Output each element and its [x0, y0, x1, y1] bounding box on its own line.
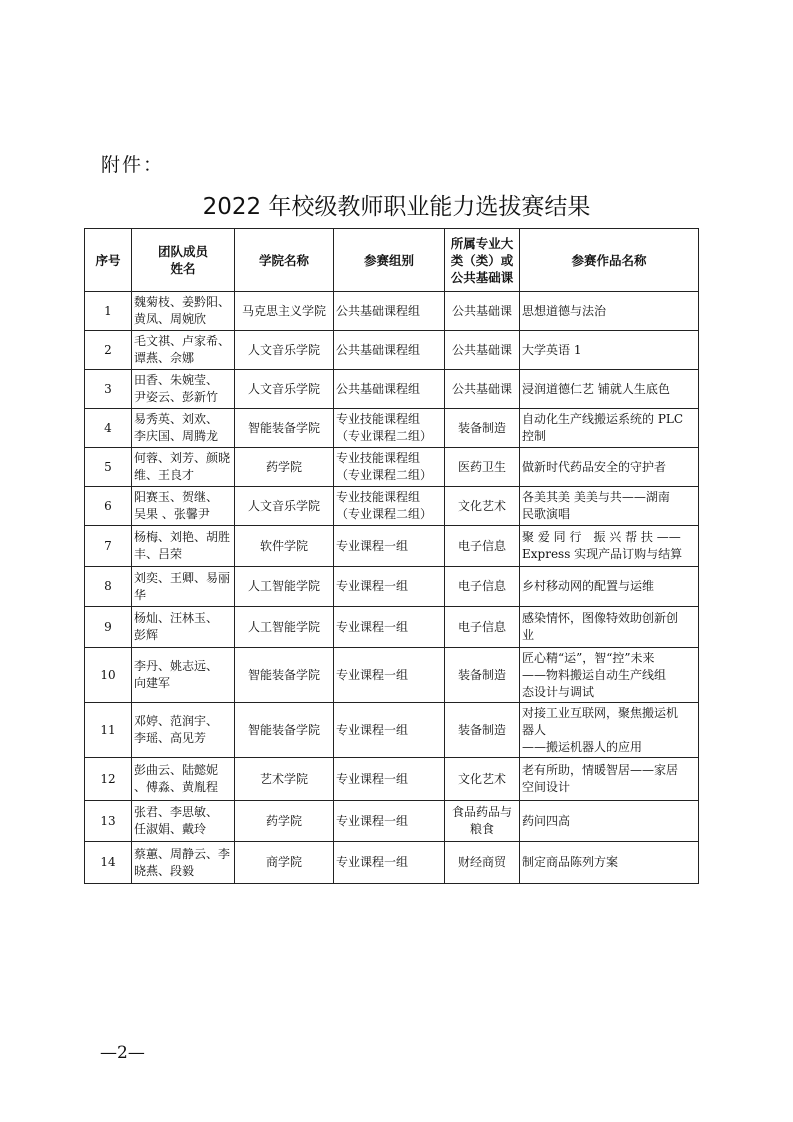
row-work: 思想道德与法治: [520, 292, 699, 331]
row-college: 人文音乐学院: [235, 487, 334, 526]
row-number: 3: [85, 370, 132, 409]
row-group: 公共基础课程组: [334, 292, 445, 331]
table-header-row: [85, 229, 699, 292]
row-work: 乡村移动网的配置与运维: [520, 567, 699, 607]
row-category: 财经商贸: [445, 842, 520, 884]
row-number: 8: [85, 567, 132, 607]
table-row: [85, 801, 699, 842]
row-work: 做新时代药品安全的守护者: [520, 448, 699, 487]
table-row: [85, 607, 699, 648]
row-group: 专业课程一组: [334, 526, 445, 567]
row-college: 人工智能学院: [235, 567, 334, 607]
row-members: 田香、朱婉莹、 尹姿云、彭新竹: [132, 370, 235, 409]
table-row: [85, 648, 699, 703]
row-number: 6: [85, 487, 132, 526]
row-work: 浸润道德仁艺 铺就人生底色: [520, 370, 699, 409]
table-row: [85, 409, 699, 448]
page-number: —2—: [100, 1043, 145, 1063]
row-college: 药学院: [235, 448, 334, 487]
row-number: 4: [85, 409, 132, 448]
row-members: 杨梅、刘艳、胡胜 丰、吕荣: [132, 526, 235, 567]
table-row: [85, 370, 699, 409]
row-number: 1: [85, 292, 132, 331]
row-members: 张君、李思敏、 任淑娟、戴玲: [132, 801, 235, 842]
row-number: 10: [85, 648, 132, 703]
row-category: 食品药品与 粮食: [445, 801, 520, 842]
row-members: 毛文祺、卢家希、 谭燕、佘娜: [132, 331, 235, 370]
row-college: 人文音乐学院: [235, 331, 334, 370]
row-group: 专业技能课程组 （专业课程二组）: [334, 409, 445, 448]
row-number: 11: [85, 703, 132, 758]
row-work: 匠心精“运”，智“控”未来 ——物料搬运自动生产线组 态设计与调试: [520, 648, 699, 703]
row-college: 软件学院: [235, 526, 334, 567]
row-group: 公共基础课程组: [334, 370, 445, 409]
row-college: 药学院: [235, 801, 334, 842]
row-group: 专业技能课程组 （专业课程二组）: [334, 448, 445, 487]
row-members: 何蓉、刘芳、颜晓 维、王良才: [132, 448, 235, 487]
row-college: 艺术学院: [235, 758, 334, 801]
row-number: 12: [85, 758, 132, 801]
row-number: 5: [85, 448, 132, 487]
row-group: 专业课程一组: [334, 842, 445, 884]
header-no: 序号: [85, 229, 132, 292]
row-group: 专业课程一组: [334, 758, 445, 801]
row-category: 装备制造: [445, 409, 520, 448]
row-category: 医药卫生: [445, 448, 520, 487]
row-number: 9: [85, 607, 132, 648]
row-college: 人工智能学院: [235, 607, 334, 648]
table-row: [85, 487, 699, 526]
row-group: 专业技能课程组 （专业课程二组）: [334, 487, 445, 526]
row-college: 智能装备学院: [235, 703, 334, 758]
row-number: 13: [85, 801, 132, 842]
header-college: 学院名称: [235, 229, 334, 292]
page-title: 2022 年校级教师职业能力选拔赛结果: [202, 194, 591, 220]
table-row: [85, 703, 699, 758]
row-category: 公共基础课: [445, 370, 520, 409]
row-work: 大学英语 1: [520, 331, 699, 370]
row-work: 各美其美 美美与共——湖南 民歌演唱: [520, 487, 699, 526]
row-category: 电子信息: [445, 607, 520, 648]
row-work: 对接工业互联网，聚焦搬运机 器人 ——搬运机器人的应用: [520, 703, 699, 758]
header-members: 团队成员 姓名: [132, 229, 235, 292]
row-number: 2: [85, 331, 132, 370]
row-members: 邓婷、范润宇、 李瑶、高见芳: [132, 703, 235, 758]
row-college: 人文音乐学院: [235, 370, 334, 409]
row-work: 自动化生产线搬运系统的 PLC 控制: [520, 409, 699, 448]
row-members: 易秀英、刘欢、 李庆国、周腾龙: [132, 409, 235, 448]
row-group: 公共基础课程组: [334, 331, 445, 370]
table-row: [85, 842, 699, 884]
row-members: 阳赛玉、贺继、 吴果 、张馨尹: [132, 487, 235, 526]
row-category: 公共基础课: [445, 292, 520, 331]
row-members: 魏菊枝、姜黔阳、 黄凤、周婉欣: [132, 292, 235, 331]
header-category: 所属专业大 类（类）或 公共基础课: [445, 229, 520, 292]
row-number: 14: [85, 842, 132, 884]
row-group: 专业课程一组: [334, 567, 445, 607]
row-college: 智能装备学院: [235, 409, 334, 448]
row-college: 商学院: [235, 842, 334, 884]
row-work: 药问四高: [520, 801, 699, 842]
row-category: 装备制造: [445, 703, 520, 758]
table-row: [85, 758, 699, 801]
row-number: 7: [85, 526, 132, 567]
attachment-label: 附件：: [101, 154, 165, 176]
row-category: 文化艺术: [445, 487, 520, 526]
table-row: [85, 331, 699, 370]
row-category: 装备制造: [445, 648, 520, 703]
row-group: 专业课程一组: [334, 703, 445, 758]
row-category: 公共基础课: [445, 331, 520, 370]
table-row: [85, 567, 699, 607]
row-category: 文化艺术: [445, 758, 520, 801]
row-work: 制定商品陈列方案: [520, 842, 699, 884]
results-table: [84, 228, 699, 884]
row-category: 电子信息: [445, 526, 520, 567]
row-work: 聚 爱 同 行 振 兴 帮 扶 —— Express 实现产品订购与结算: [520, 526, 699, 567]
row-group: 专业课程一组: [334, 648, 445, 703]
row-members: 蔡蕙、周静云、李 晓燕、段毅: [132, 842, 235, 884]
row-group: 专业课程一组: [334, 607, 445, 648]
table-row: [85, 526, 699, 567]
header-group: 参赛组别: [334, 229, 445, 292]
row-work: 老有所助，情暖智居——家居 空间设计: [520, 758, 699, 801]
row-college: 马克思主义学院: [235, 292, 334, 331]
row-work: 感染情怀，图像特效助创新创 业: [520, 607, 699, 648]
row-group: 专业课程一组: [334, 801, 445, 842]
row-college: 智能装备学院: [235, 648, 334, 703]
table-row: [85, 448, 699, 487]
row-members: 刘奕、王卿、易丽 华: [132, 567, 235, 607]
row-category: 电子信息: [445, 567, 520, 607]
row-members: 彭曲云、陆懿妮 、傅淼、黄胤程: [132, 758, 235, 801]
row-members: 杨灿、汪林玉、 彭辉: [132, 607, 235, 648]
table-row: [85, 292, 699, 331]
header-work: 参赛作品名称: [520, 229, 699, 292]
row-members: 李丹、姚志远、 向建军: [132, 648, 235, 703]
